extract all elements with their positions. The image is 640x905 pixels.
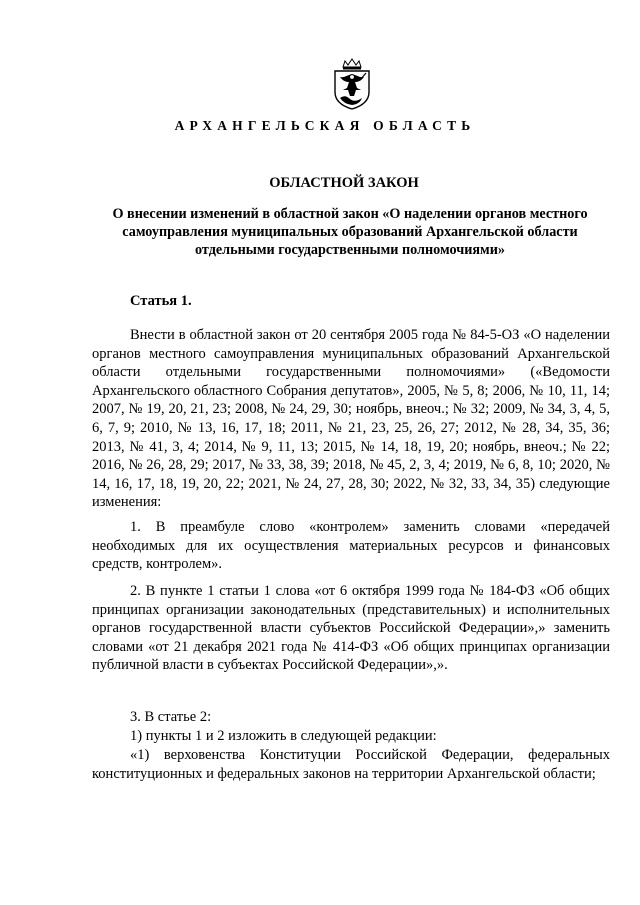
article-paragraph: 3. В статье 2: [130,709,212,725]
arkhangelsk-coat-of-arms-icon [331,58,373,110]
article-paragraph: «1) верховенства Конституции Российской Федерации, федеральных конституционных и федеральных законов на территории Архангельской области; [92,747,610,782]
article-paragraph: 2. В пункте 1 статьи 1 слова «от 6 октября 1999 года № 184-ФЗ «Об общих принципах организации законодательных (представительных) и исполнительных органов государственной власти субъектов Российской Федерации»,» заменить словами «от 21 декабря 2021 года № 414-ФЗ «Об общих принципах организации публичной власти в субъектах Российской Федерации»,». [92,583,610,674]
law-title: О внесении изменений в областной закон «О наделении органов местного самоуправления муниципальных образований Архангельской области отдельными государственными полномочиями» [112,206,588,258]
article-paragraph: 1. В преамбуле слово «контролем» заменить словами «передачей необходимых для их осуществления материальных ресурсов и финансовых средств, контролем». [92,519,610,573]
region-name: АРХАНГЕЛЬСКАЯ ОБЛАСТЬ [174,118,476,133]
article-paragraph: 1) пункты 1 и 2 изложить в следующей редакции: [130,728,437,744]
law-type-heading: ОБЛАСТНОЙ ЗАКОН [269,175,419,191]
article-paragraph: Внести в областной закон от 20 сентября 2005 года № 84-5-ОЗ «О наделении органов местного самоуправления муниципальных образований Архангельской области отдельными государственными полномочиями» («Ведомости Архангельского областного Собрания депутатов», 2005, № 5, 8; 2006, № 10, 11, 14; 2007, № 19, 20, 21, 23; 2008, № 24, 29, 30; ноябрь, внеоч.; № 32; 2009, № 34, 3, 4, 5, 6, 7, 9; 2010, № 13, 16, 17, 18; 2011, № 21, 23, 25, 26, 27; 2012, № 28, 34, 35, 36; 2013, № 41, 3, 4; 2014, № 9, 11, 13; 2015, № 14, 18, 19, 20; ноябрь, внеоч.; № 22; 2016, № 26, 28, 29; 2017, № 33, 38, 39; 2018, № 45, 2, 3, 4; 2019, № 6, 8, 10; 2020, № 14, 16, 17, 18, 19, 20, 22; 2021, № 24, 27, 28, 30; 2022, № 32, 33, 34, 35) следующие изменения: [92,327,610,511]
article-heading: Статья 1. [130,293,192,309]
